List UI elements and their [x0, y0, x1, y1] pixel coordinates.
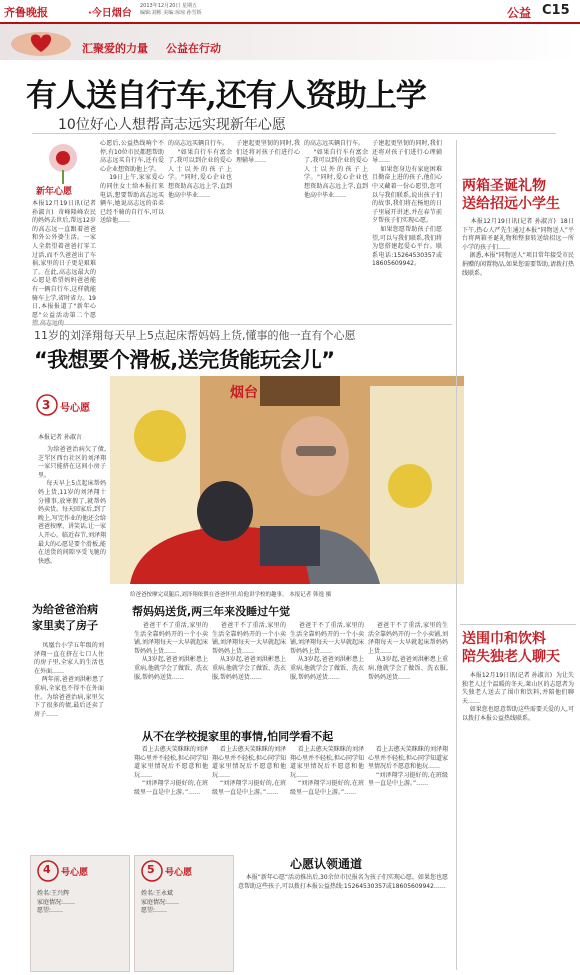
lead-column-3: 的高志远买辆自行车。 "如果自行车有富余了,我可以到企业的爱心人士以外的孩子上学。"同时,爱心企业也想资助高志远上学,直到他高中毕业……: [168, 140, 232, 199]
lead-headline: 有人送自行车,还有人资助上学: [26, 78, 426, 114]
banner-slogan-1: 汇聚爱的力量: [82, 42, 148, 55]
divider: [32, 133, 556, 134]
subsection-2-col-3: 爸爸干不了重活,家里的生活全靠妈妈开的一个小卖铺,刘泽翔每天一大早就起床帮妈妈上货…… 从3岁起,爸爸刘洪彬患上重病,他就学会了做饭、洗衣服,帮妈妈送货……: [290, 622, 364, 681]
subsection-3-col-4: 看上去憨天笑眯眯的刘泽翔心里并不轻松,担心同学知道家里情况后不愿意和他玩…… “刘泽翔学习挺好的,在班级里一直是中上游。”……: [368, 746, 448, 788]
wish-channel-text: 本报“新年心愿”活动推出后,30余位市民报名为孩子们实现心愿。如果您也愿意帮助这些孩子,可以拨打本报公益热线:15264530357或18605609942……: [238, 874, 448, 890]
lead-subhead: 10位好心人想帮高志远实现新年心愿: [58, 117, 286, 133]
subhead-2: 帮妈妈送货,两三年来没睡过午觉: [132, 605, 291, 618]
lead-column-5: 的高志远买辆自行车。 "如果自行车有富余了,我可以到企业的爱心人士以外的孩子上学。"同时,爱心企业也想资助高志远上学,直到他高中毕业……: [304, 140, 368, 199]
subsection-2-col-1: 爸爸干不了重活,家里的生活全靠妈妈开的一个小卖铺,刘泽翔每天一大早就起床帮妈妈上货…… 从3岁起,爸爸刘洪彬患上重病,他就学会了做饭、洗衣服,帮妈妈送货……: [134, 622, 208, 681]
side-headline-2: 送围巾和饮料 陪失独老人聊天: [462, 631, 560, 665]
lead-kicker: 新年心愿: [36, 187, 73, 197]
hope-label: 号心愿: [60, 403, 90, 414]
story-headline: “我想要个滑板,送完货能玩会儿”: [34, 348, 335, 372]
wish-card-text: 姓名:王兴辉 家庭情况:…… 愿望:……: [37, 890, 76, 915]
wish-card-label: 号心愿: [61, 868, 89, 878]
subsection-1-text: 凤凰台小学五年级的刘泽翔一直在挤在七口人住的房子里,全家人的生活也在外面…… 两年前,爸爸刘洪彬患了重病,全家也不得不在外面住。为给爸爸治病,家里欠下了很多的债,最后还卖了房子……: [34, 642, 104, 718]
lead-column-4: 子建起更坚韧的同时,我们还将对孩子们进行心理辅导……: [236, 140, 300, 165]
story-topline: 11岁的刘泽翔每天早上5点起床帮妈妈上货,懂事的他一直有个心愿: [34, 329, 356, 342]
wish-card-number: 5: [147, 863, 155, 876]
kicker-box: [32, 140, 94, 200]
masthead: [0, 0, 580, 24]
subhead-1: 为给爸爸治病 家里卖了房子: [32, 603, 98, 632]
subsection-3-col-2: 看上去憨天笑眯眯的刘泽翔心里并不轻松,担心同学知道家里情况后不愿意和他玩…… “刘泽翔学习挺好的,在班级里一直是中上游。”……: [212, 746, 286, 796]
column-divider: [456, 140, 457, 970]
date-line: [140, 3, 202, 17]
wish-card-label: 号心愿: [165, 868, 193, 878]
subsection-3-col-3: 看上去憨天笑眯眯的刘泽翔心里并不轻松,担心同学知道家里情况后不愿意和他玩…… “刘泽翔学习挺好的,在班级里一直是中上游。”……: [290, 746, 364, 796]
newspaper-logo: 齐鲁晚报: [4, 6, 48, 19]
photo-sign-text: 烟台: [230, 385, 258, 401]
section-label: 公益: [507, 6, 532, 20]
wish-card-number: 4: [43, 863, 51, 876]
hope-number-badge: [36, 392, 102, 420]
lead-column-1: 本报12月19日讯(记者 孙淑言) 奇峰隆峰农民的妈妈去世后,帮远12岁的高志远一直跟着爸爸和外公外婆生活。一家人全指望着爸爸打零工过活,而不久爸爸出了车祸,家里的日子更是艰难了。在此,高志远最大的心愿是希望妈妈爸爸能有一辆自行车,这样就能骑车上学,省时省力。19日,本报报道了"新年心愿"公益活动第二个愿: [32, 200, 96, 319]
father-son-photo: [110, 376, 464, 584]
wish-card-5: [134, 855, 234, 972]
divider: [32, 324, 452, 325]
subsection-3-col-1: 看上去憨天笑眯眯的刘泽翔心里并不轻松,担心同学知道家里情况后不愿意和他玩…… “刘泽翔学习挺好的,在班级里一直是中上游。”……: [134, 746, 208, 796]
wish-card-text: 姓名:王永斌 家庭情况:…… 愿望:……: [141, 890, 180, 915]
lead-column-2: 心愿后,公益热线响个不停,有10位市民都想帮助高志远买自行车,还有爱心企业想资助他上学。 19日上午,家家爱心的同住女士给本报打来电话,想要帮助高志远买辆车,她说高志远的弟弟已经不骑的自行车,可以送给他……: [100, 140, 164, 225]
divider: [460, 624, 576, 625]
edition-name: ·今日烟台: [88, 8, 132, 19]
subsection-2-col-2: 爸爸干不了重活,家里的生活全靠妈妈开的一个小卖铺,刘泽翔每天一大早就起床帮妈妈上货…… 从3岁起,爸爸刘洪彬患上重病,他就学会了做饭、洗衣服,帮妈妈送货……: [212, 622, 286, 681]
lead-column-6: 子建起更坚韧的同时,我们还将对孩子们进行心理辅导…… 如果您身边有家庭困难且勤奋上进的孩子,他们心中又藏着一份心愿望,您可以与我们联系,说出孩子们的故事,我们将在杨旭的日子里展开讲述,并在春节前夕帮孩子们实现心愿。 如果您愿帮助孩子们愿望,可以与我们联系,我们将为您搭建起爱心平台。联系电话:15264530357或18605609942。: [372, 140, 442, 268]
story-intro: 为给爸爸治病欠了债,芝罘区西台社区的刘泽翔一家只能挤在这间小房子里。 每天早上5点起床帮妈妈上货,11岁的刘泽翔十分懂事,放寒假了,就帮妈妈卖货。每天回家后,到了晚上,写完作业的他还会给爸爸按摩、讲笑话,让一家人开心。临近春节,刘泽翔最大的心愿是要个滑板,能在送货的间隙享受飞驰的快感。: [38, 446, 106, 565]
story-photo: [110, 376, 464, 584]
editor-line: 编辑:刘彬 美编:琼琼 孙雪娇: [140, 10, 202, 16]
issue-date: 2013年12月20日 星期五: [140, 3, 198, 9]
page-number: C15: [542, 3, 570, 18]
side-text-1: 本报12月19日讯(记者 孙淑言) 18日下午,热心人严先生通过本报“同物送人”平台将两箱圣诞礼物和整套转送给招远一所小学的孩子们…… 据悉,本报“同物送人”项目常年接受市民捐赠的闲置物品,如果您需要帮助,请拨打热线联系。: [462, 218, 574, 277]
photo-caption: 给爸爸按摩完双腿后,刘泽翔依偎在爸爸怀里,给他讲学校的趣事。 本报记者 韩逸 摄: [130, 592, 332, 598]
hope-number: 3: [42, 398, 51, 412]
wish-channel-title: 心愿认领通道: [290, 857, 363, 871]
banner-slogan-2: 公益在行动: [166, 42, 221, 55]
side-text-2: 本报12月19日讯(记者 孙淑言) 为让失独老人过个温暖的冬天,莱山区的志愿者为失独老人送去了围巾和饮料,并陪他们聊天…… 如果您也愿意帮助这些需要关爱的人,可以拨打本报公益热线联系。: [462, 672, 574, 722]
wish-card-4: [30, 855, 130, 972]
subhead-3: 从不在学校提家里的事情,怕同学看不起: [142, 730, 334, 743]
story-byline: 本报记者 孙淑言: [38, 434, 82, 441]
subsection-2-col-4: 爸爸干不了重活,家里的生活全靠妈妈开的一个小卖铺,刘泽翔每天一大早就起床帮妈妈上货…… 从3岁起,爸爸刘洪彬患上重病,他就学会了做饭、洗衣服,帮妈妈送货……: [368, 622, 448, 681]
flower-icon: [32, 140, 94, 184]
side-headline-1: 两箱圣诞礼物 送给招远小学生: [462, 178, 560, 212]
heart-hands-icon: [8, 26, 74, 58]
